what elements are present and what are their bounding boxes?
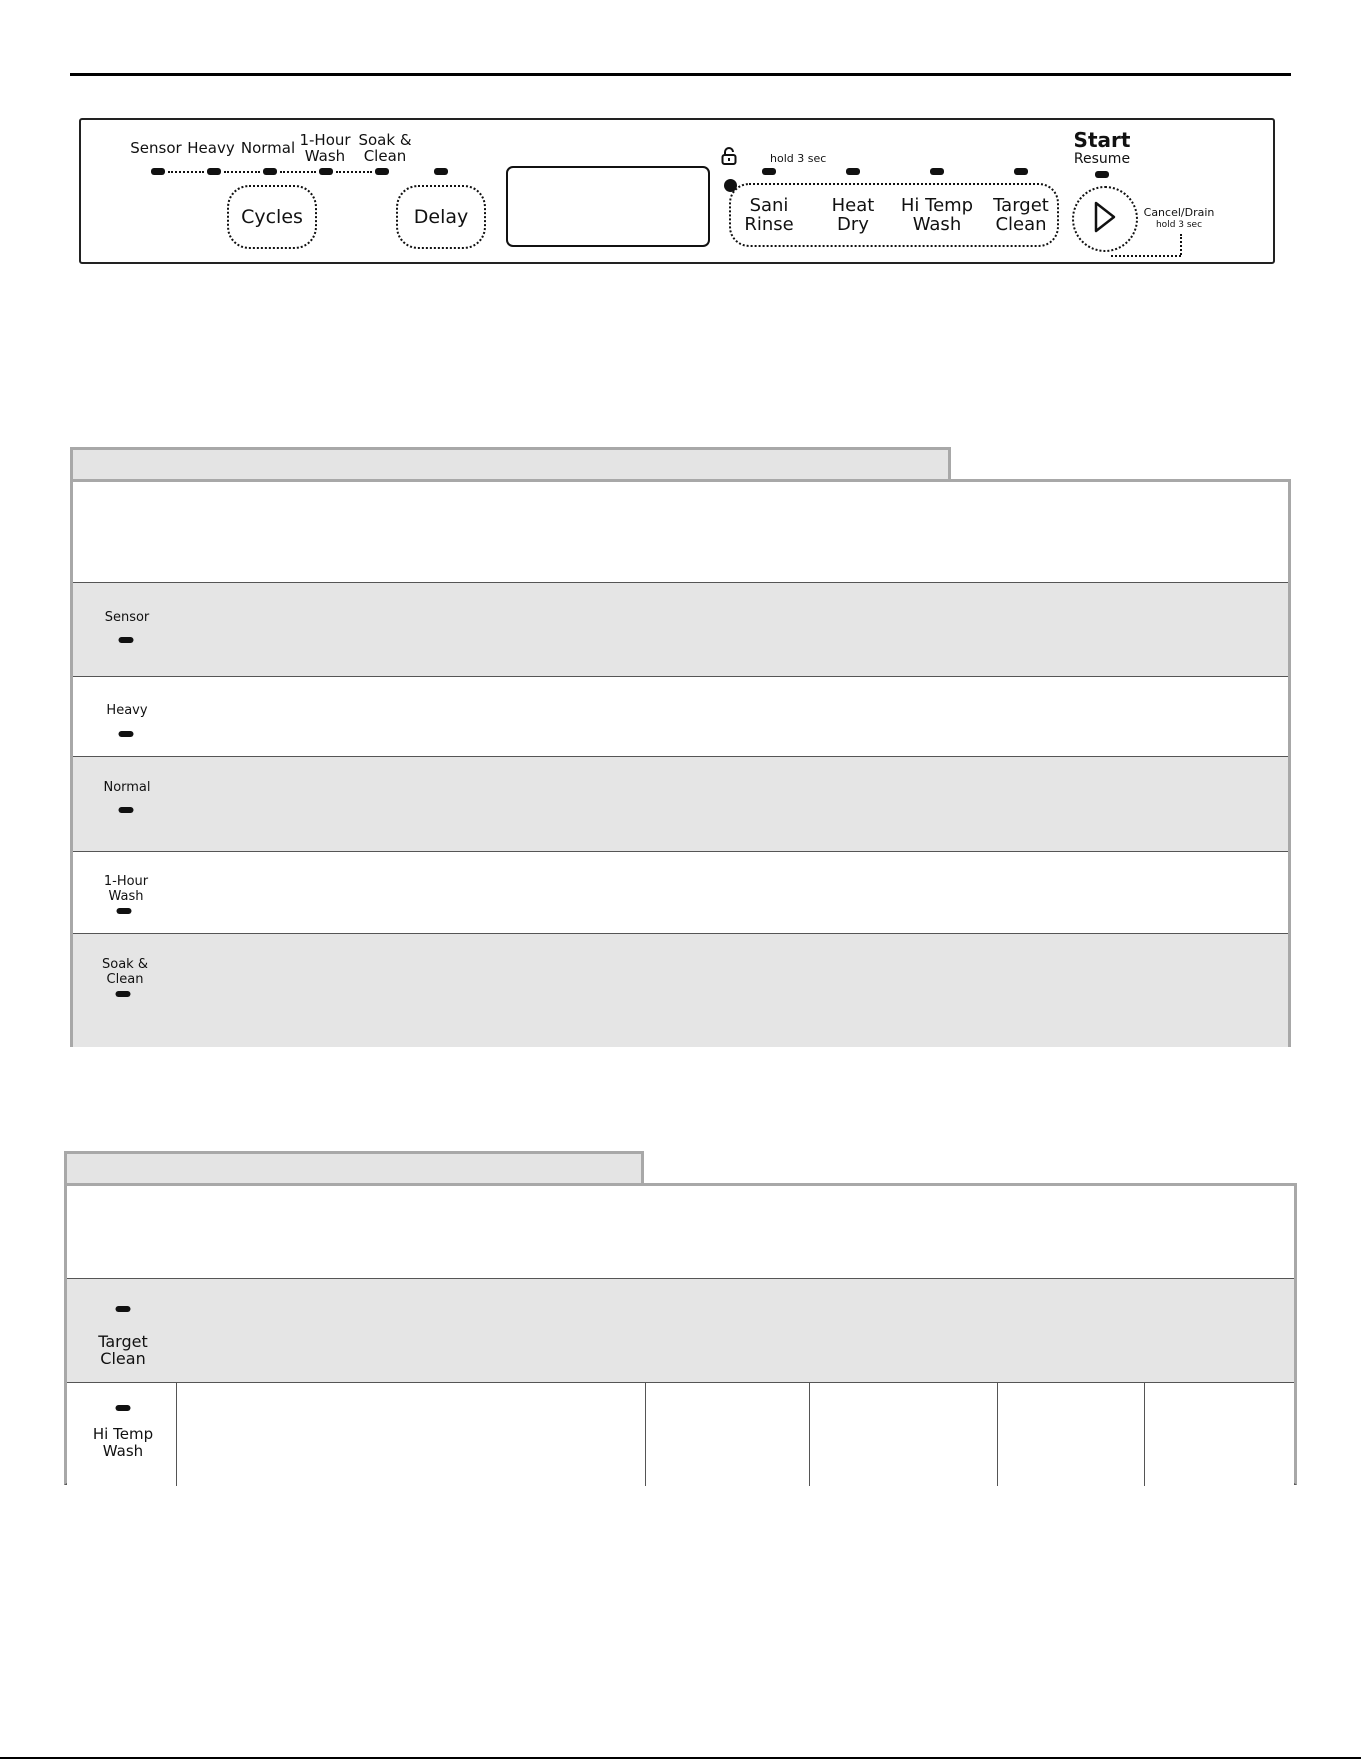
cycle-led [119, 807, 134, 813]
lock-icon [721, 147, 737, 165]
options-table-header-tab [64, 1151, 644, 1183]
options-table [64, 1183, 1297, 1485]
delay-button[interactable]: Delay [396, 185, 486, 249]
cycle-name: Sensor [104, 610, 150, 625]
cycle-label-one-hour: 1-Hour Wash [299, 131, 351, 165]
play-icon [1092, 200, 1118, 239]
option-name: Target Clean [98, 1332, 148, 1368]
option-led-sani-rinse [762, 168, 776, 175]
cycle-led-one-hour [319, 168, 333, 175]
table-row [73, 851, 1288, 933]
start-led [1095, 171, 1109, 178]
display-window [506, 166, 710, 247]
delay-led [434, 168, 448, 175]
cancel-connector [1111, 255, 1181, 257]
option-heat-dry[interactable]: Heat Dry [831, 195, 875, 235]
table-row [73, 756, 1288, 851]
cancel-drain-hint: hold 3 sec [1155, 220, 1203, 230]
cell-divider [1144, 1383, 1145, 1486]
option-led [116, 1306, 131, 1312]
cycle-name: Soak & Clean [102, 957, 148, 987]
cell-divider [645, 1383, 646, 1486]
cycle-connector [168, 171, 204, 173]
cycle-name: Heavy [106, 703, 148, 718]
cycles-table [70, 479, 1291, 1047]
table-row [73, 582, 1288, 676]
option-led-target-clean [1014, 168, 1028, 175]
cycle-led-sensor [151, 168, 165, 175]
option-hitemp-wash[interactable]: Hi Temp Wash [900, 195, 974, 235]
lock-hint: hold 3 sec [770, 152, 827, 165]
cancel-connector [1180, 234, 1182, 255]
cycle-name: Normal [103, 780, 151, 795]
cycle-led-normal [263, 168, 277, 175]
option-led-heat-dry [846, 168, 860, 175]
cycle-led [116, 991, 131, 997]
cycle-name: 1-Hour Wash [103, 874, 149, 904]
resume-label: Resume [1073, 151, 1131, 167]
option-sani-rinse[interactable]: Sani Rinse [744, 195, 794, 235]
cycle-label-normal: Normal [240, 139, 296, 157]
table-row [73, 933, 1288, 1047]
cycle-led-heavy [207, 168, 221, 175]
cycle-led [117, 908, 132, 914]
cycle-led-soak [375, 168, 389, 175]
start-button[interactable] [1072, 186, 1138, 252]
option-target-clean[interactable]: Target Clean [993, 195, 1049, 235]
option-led [116, 1405, 131, 1411]
cell-divider [997, 1383, 998, 1486]
control-panel [79, 118, 1275, 264]
option-name: Hi Temp Wash [92, 1425, 154, 1460]
top-rule [70, 73, 1291, 76]
cycles-button[interactable]: Cycles [227, 185, 317, 249]
cycle-connector [224, 171, 260, 173]
cycle-label-sensor: Sensor [130, 139, 182, 157]
table-header-row [67, 1186, 1294, 1278]
cell-divider [809, 1383, 810, 1486]
cycle-led [119, 637, 134, 643]
cycles-table-header-tab [70, 447, 951, 479]
table-header-row [73, 482, 1288, 582]
table-row [73, 676, 1288, 756]
start-label: Start [1073, 128, 1131, 152]
cycle-connector [336, 171, 372, 173]
cancel-drain-label: Cancel/Drain [1143, 206, 1215, 219]
cell-divider [176, 1383, 177, 1486]
cycle-label-heavy: Heavy [187, 139, 235, 157]
cycle-led [119, 731, 134, 737]
cycle-label-soak: Soak & Clean [358, 131, 412, 165]
cycle-connector [280, 171, 316, 173]
table-row [67, 1382, 1294, 1486]
table-row [67, 1278, 1294, 1382]
bottom-rule [0, 1757, 1361, 1759]
option-led-hitemp-wash [930, 168, 944, 175]
